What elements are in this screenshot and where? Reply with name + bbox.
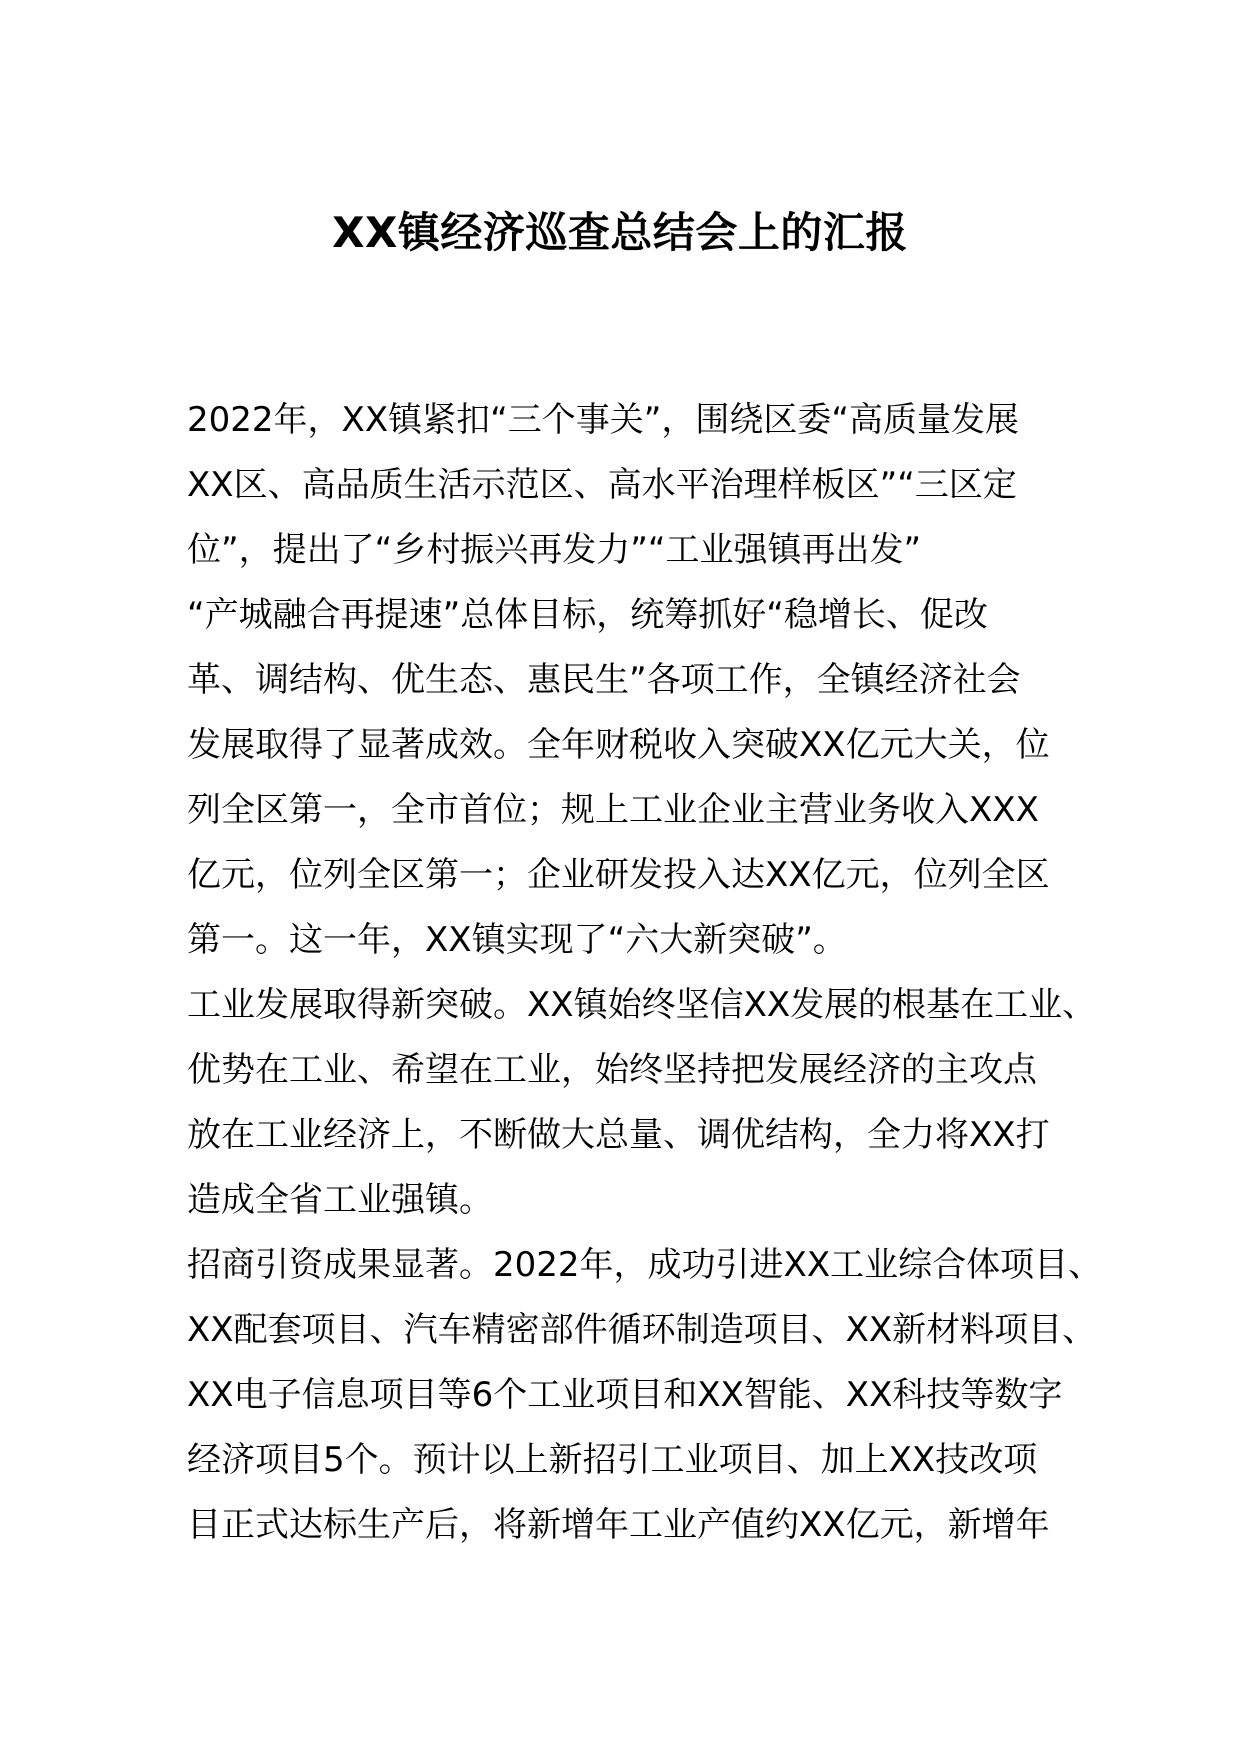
document-title: XX镇经济巡查总结会上的汇报	[332, 208, 908, 257]
paragraph-industry	[187, 973, 1097, 1233]
text-line: “产城融合再提速”总体目标，统筹抓好“稳增长、促改	[187, 595, 988, 635]
text-line: XX配套项目、汽车精密部件循环制造项目、XX新材料项目、	[187, 1310, 1097, 1350]
text-line: 目正式达标生产后，将新增年工业产值约XX亿元，新增年	[187, 1505, 1050, 1545]
text-line: 招商引资成果显著。2022年，成功引进XX工业综合体项目、	[187, 1245, 1103, 1285]
text-line: 亿元，位列全区第一；企业研发投入达XX亿元，位列全区	[187, 855, 1050, 895]
text-line: 2022年，XX镇紧扣“三个事关”，围绕区委“高质量发展	[187, 400, 1019, 440]
text-line: XX区、高品质生活示范区、高水平治理样板区”“三区定	[187, 465, 1017, 505]
text-line: XX电子信息项目等6个工业项目和XX智能、XX科技等数字	[187, 1375, 1063, 1415]
text-line: 第一。这一年，XX镇实现了“六大新突破”。	[187, 920, 847, 960]
text-line: 列全区第一，全市首位；规上工业企业主营业务收入XXX	[187, 790, 1039, 830]
paragraph-overview	[187, 388, 1059, 973]
paragraph-investment	[187, 1233, 1103, 1558]
text-line: 放在工业经济上，不断做大总量、调优结构，全力将XX打	[187, 1115, 1050, 1155]
text-line: 造成全省工业强镇。	[187, 1180, 493, 1220]
text-line: 优势在工业、希望在工业，始终坚持把发展经济的主攻点	[187, 1050, 1037, 1090]
document-body	[187, 388, 1103, 1558]
text-line: 经济项目5个。预计以上新招引工业项目、加上XX技改项	[187, 1440, 1038, 1480]
text-line: 革、调结构、优生态、惠民生”各项工作，全镇经济社会	[187, 660, 1021, 700]
text-line: 工业发展取得新突破。XX镇始终坚信XX发展的根基在工业、	[187, 985, 1097, 1025]
text-line: 位”，提出了“乡村振兴再发力”“工业强镇再出发”	[187, 530, 922, 570]
text-line: 发展取得了显著成效。全年财税收入突破XX亿元大关，位	[187, 725, 1050, 765]
